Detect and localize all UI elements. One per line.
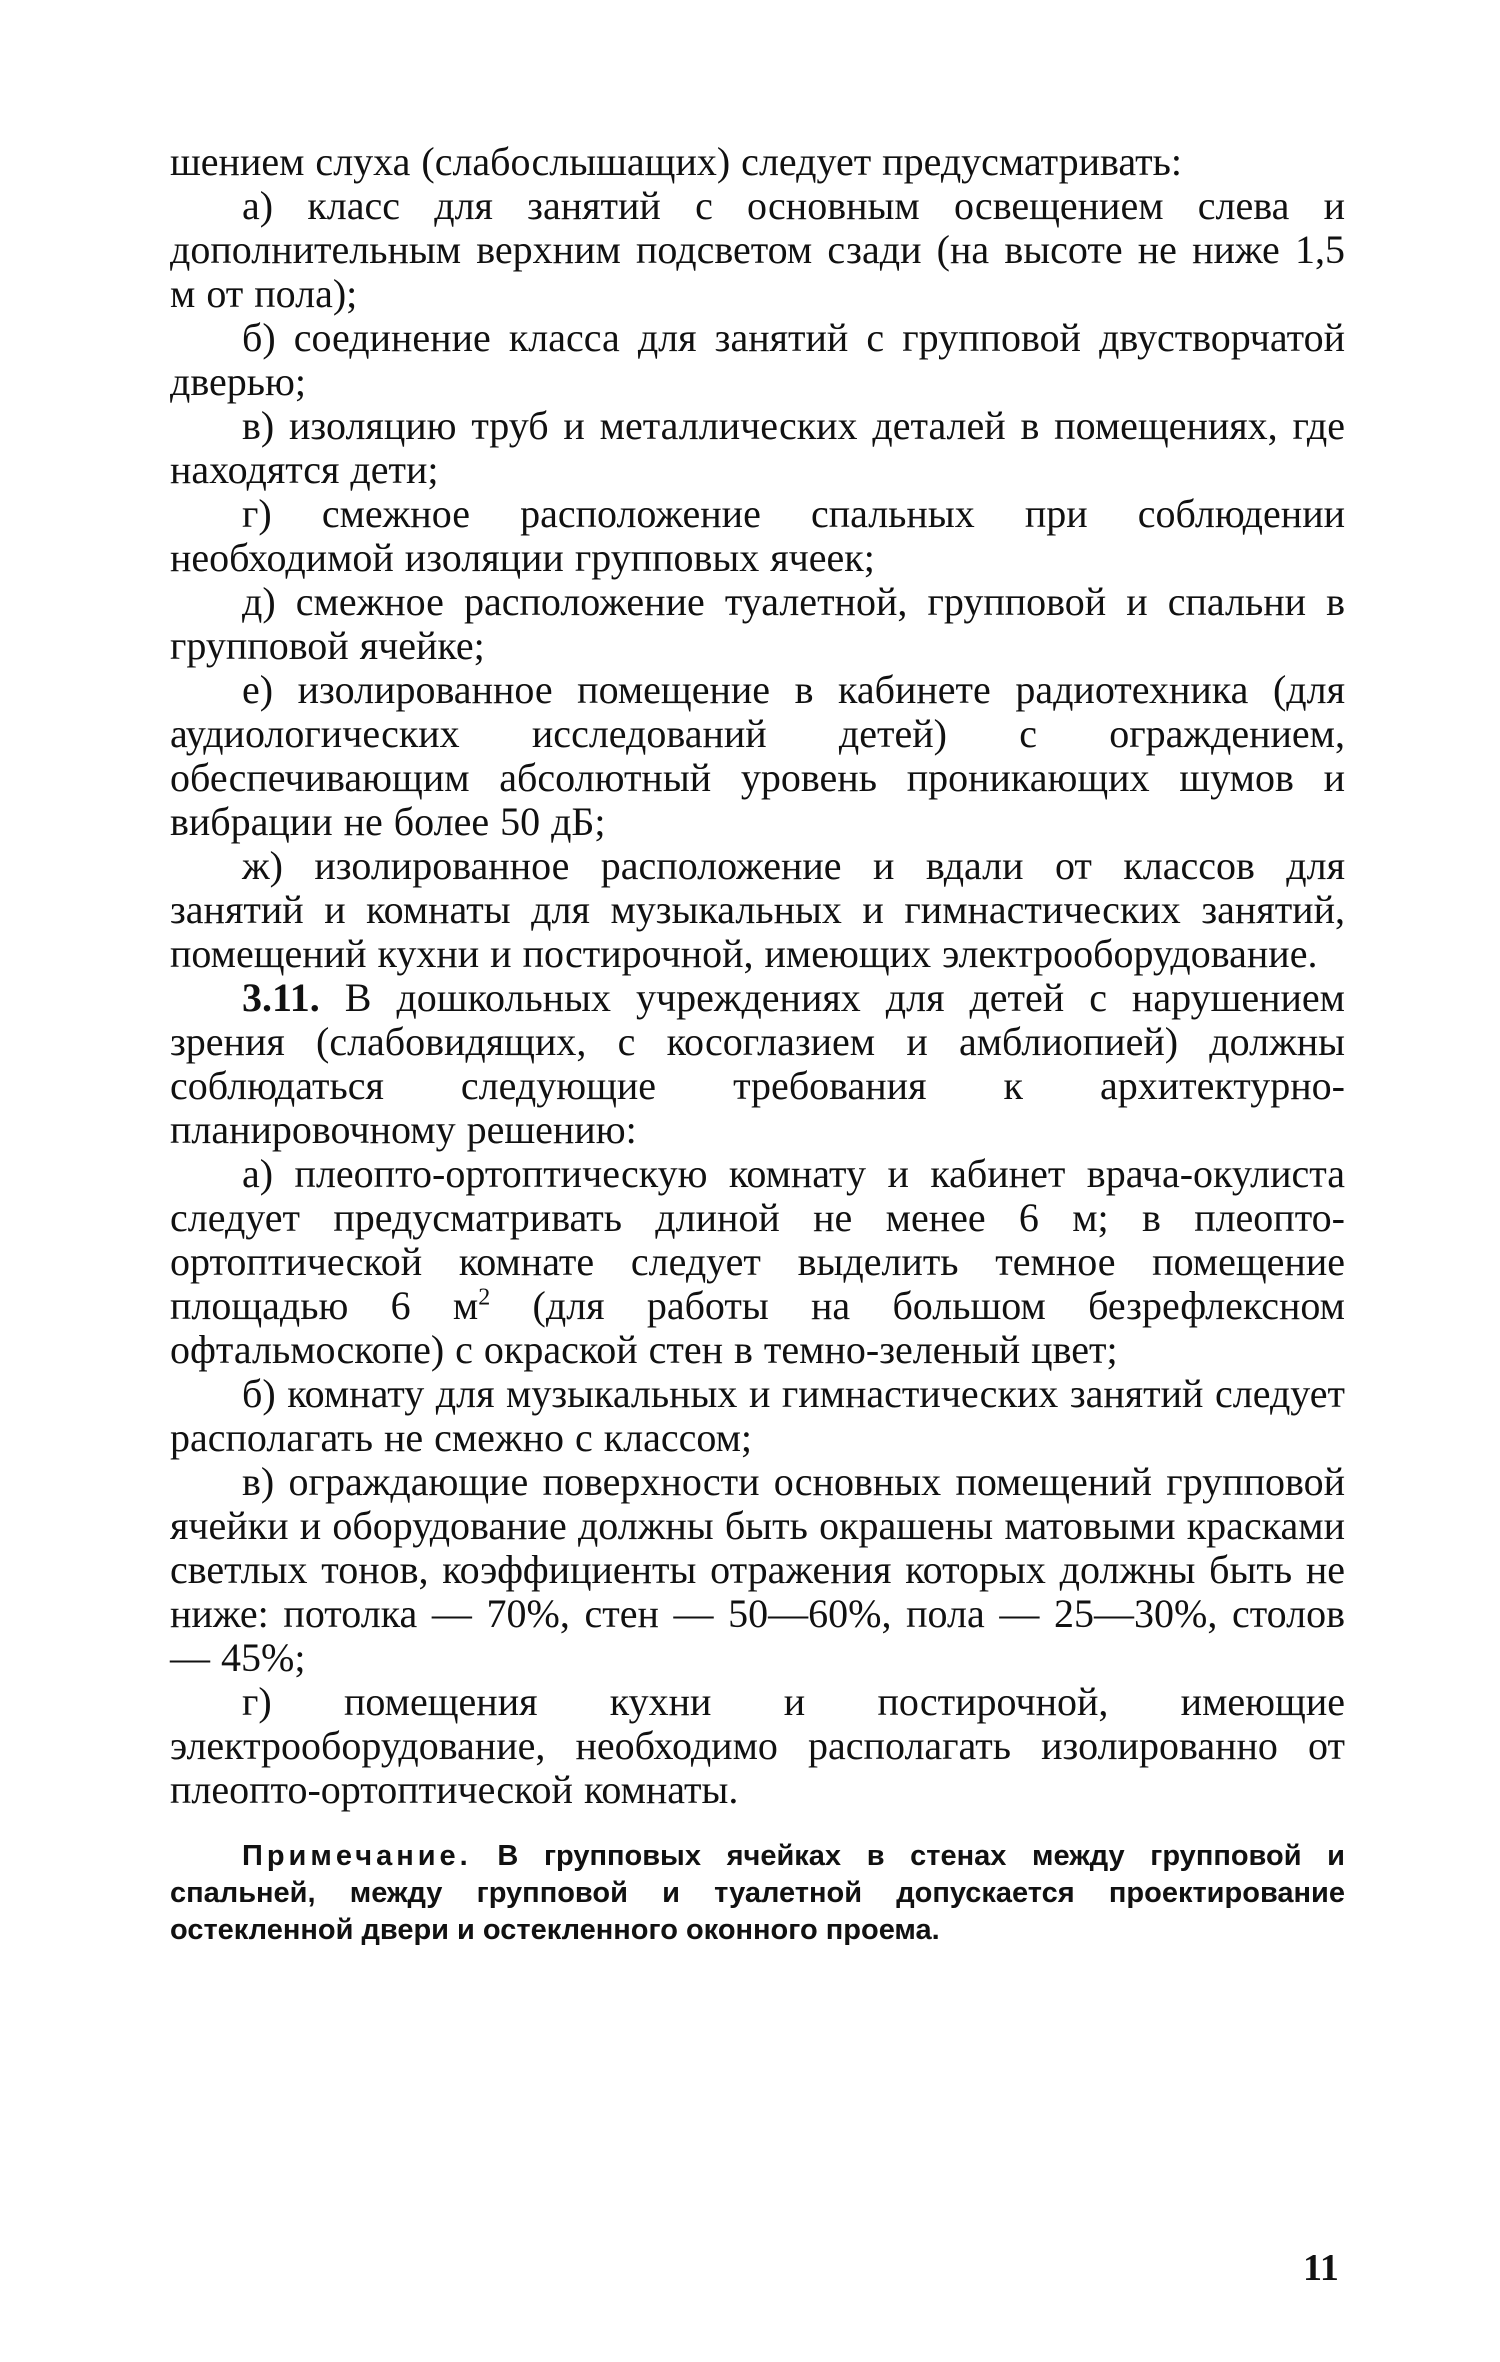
list-item-v: в) изоляцию труб и металлических деталей в помещениях, где находятся дети;: [170, 403, 1345, 492]
section-number: 3.11.: [242, 975, 320, 1020]
section-3-11: [170, 976, 1345, 1152]
section-item-g: г) помещения кухни и постирочной, имеющие электрооборудование, необходимо располагать изолированно от плеопто-ортоптической комнаты.: [170, 1679, 1345, 1812]
list-item-b: б) соединение класса для занятий с групповой двустворчатой дверью;: [170, 315, 1345, 404]
section-item-b: б) комнату для музыкальных и гимнастических занятий следует располагать не смежно с классом;: [170, 1371, 1345, 1460]
section-item-a: [170, 1152, 1345, 1372]
paragraph-continued: шением слуха (слабослышащих) следует предусматривать:: [170, 139, 1182, 184]
list-item-zh: ж) изолированное расположение и вдали от классов для занятий и комнаты для музыкальных и гимнастических занятий, помещений кухни и постирочной, имеющих электрооборудование.: [170, 843, 1345, 976]
list-item-a: а) класс для занятий с основным освещением слева и дополнительным верхним подсветом сзади (на высоте не ниже 1,5 м от пола);: [170, 183, 1345, 316]
note-text: В групповых ячейках в стенах между групповой и спальней, между групповой и туалетной допускается проектирование остекленной двери и остекленного оконного проема.: [170, 1840, 1345, 1946]
note: [170, 1838, 1345, 1949]
section-item-a-text-end: (для работы на большом безрефлексном офтальмоскопе) с окраской стен в темно-зеленый цвет;: [170, 1283, 1345, 1372]
list-item-g: г) смежное расположение спальных при соблюдении необходимой изоляции групповых ячеек;: [170, 491, 1345, 580]
section-item-a-text: а) плеопто-ортоптическую комнату и кабинет врача-окулиста следует предусматривать длиной не менее 6 м; в плеопто-ортоптической комнате следует выделить темное помещение площадью 6 м: [170, 1151, 1345, 1328]
superscript: 2: [478, 1284, 491, 1311]
list-item-d: д) смежное расположение туалетной, групповой и спальни в групповой ячейке;: [170, 579, 1345, 668]
section-text: В дошкольных учреждениях для детей с нарушением зрения (слабовидящих, с косоглазием и амблиопией) должны соблюдаться следующие требования к архитектурно-планировочному решению:: [170, 975, 1345, 1152]
note-label: Примечание.: [242, 1840, 472, 1872]
section-item-v: в) ограждающие поверхности основных помещений групповой ячейки и оборудование должны быть окрашены матовыми красками светлых тонов, коэффициенты отражения которых должны быть не ниже: потолка — 70%, стен — 50—60%, пола — 25—30%, столов — 45%;: [170, 1459, 1345, 1680]
document-page: [170, 140, 1345, 1949]
list-item-e: е) изолированное помещение в кабинете радиотехника (для аудиологических исследований детей) с ограждением, обеспечивающим абсолютный уровень проникающих шумов и вибрации не более 50 дБ;: [170, 667, 1345, 844]
page-number: 11: [1303, 2247, 1339, 2289]
